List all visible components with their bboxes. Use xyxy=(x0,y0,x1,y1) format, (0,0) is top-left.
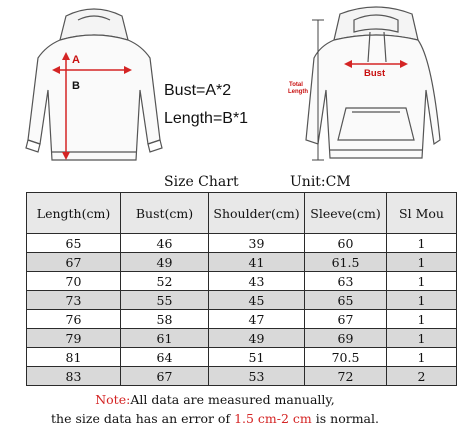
cell: 65 xyxy=(27,234,121,253)
cell: 47 xyxy=(209,310,305,329)
cell: 49 xyxy=(209,329,305,348)
cell: 58 xyxy=(121,310,209,329)
table-row xyxy=(27,329,457,348)
header-length: Length(cm) xyxy=(27,193,121,234)
cell: 49 xyxy=(121,253,209,272)
header-sleeve-mouth: Sl Mou xyxy=(387,193,457,234)
cell: 43 xyxy=(209,272,305,291)
cell: 53 xyxy=(209,367,305,386)
cell: 73 xyxy=(27,291,121,310)
cell: 1 xyxy=(387,272,457,291)
cell: 1 xyxy=(387,348,457,367)
note-line1-text: All data are measured manually, xyxy=(130,392,335,407)
table-row xyxy=(27,272,457,291)
cell: 69 xyxy=(305,329,387,348)
cell: 1 xyxy=(387,291,457,310)
header-bust: Bust(cm) xyxy=(121,193,209,234)
cell: 52 xyxy=(121,272,209,291)
table-header-row xyxy=(27,193,457,234)
table-row xyxy=(27,348,457,367)
note-line2-start: the size data has an error of xyxy=(51,411,235,426)
note-line2-end: is normal. xyxy=(311,411,379,426)
note-line-1 xyxy=(0,392,430,407)
size-chart-header xyxy=(0,172,430,192)
chart-unit: Unit:CM xyxy=(290,174,351,190)
cell: 83 xyxy=(27,367,121,386)
cell: 1 xyxy=(387,329,457,348)
illustration-area xyxy=(0,0,430,168)
size-table xyxy=(26,192,457,386)
cell: 45 xyxy=(209,291,305,310)
bust-label: Bust xyxy=(364,68,386,79)
cell: 2 xyxy=(387,367,457,386)
table-row xyxy=(27,291,457,310)
label-a: A xyxy=(72,54,80,66)
cell: 55 xyxy=(121,291,209,310)
cell: 61 xyxy=(121,329,209,348)
cell: 72 xyxy=(305,367,387,386)
note-prefix: Note: xyxy=(95,392,131,407)
bust-formula: Bust=A*2 xyxy=(164,82,232,99)
cell: 79 xyxy=(27,329,121,348)
cell: 41 xyxy=(209,253,305,272)
chart-title: Size Chart xyxy=(164,174,239,190)
header-sleeve: Sleeve(cm) xyxy=(305,193,387,234)
note-error-range: 1.5 cm-2 cm xyxy=(234,411,312,426)
total-label-line1: Total xyxy=(289,82,303,88)
cell: 39 xyxy=(209,234,305,253)
size-table-wrapper xyxy=(0,192,444,386)
cell: 67 xyxy=(27,253,121,272)
cell: 70 xyxy=(27,272,121,291)
cell: 67 xyxy=(305,310,387,329)
cell: 64 xyxy=(121,348,209,367)
cell: 70.5 xyxy=(305,348,387,367)
cell: 60 xyxy=(305,234,387,253)
table-row xyxy=(27,253,457,272)
cell: 65 xyxy=(305,291,387,310)
total-label-line2: Length xyxy=(288,89,308,95)
cell: 51 xyxy=(209,348,305,367)
cell: 1 xyxy=(387,253,457,272)
cell: 61.5 xyxy=(305,253,387,272)
label-b: B xyxy=(72,80,80,92)
cell: 81 xyxy=(27,348,121,367)
table-row xyxy=(27,367,457,386)
cell: 1 xyxy=(387,310,457,329)
note-line-2 xyxy=(0,411,430,426)
length-formula: Length=B*1 xyxy=(164,110,249,127)
cell: 76 xyxy=(27,310,121,329)
header-shoulder: Shoulder(cm) xyxy=(209,193,305,234)
cell: 1 xyxy=(387,234,457,253)
cell: 46 xyxy=(121,234,209,253)
table-row xyxy=(27,310,457,329)
cell: 67 xyxy=(121,367,209,386)
cell: 63 xyxy=(305,272,387,291)
table-row xyxy=(27,234,457,253)
